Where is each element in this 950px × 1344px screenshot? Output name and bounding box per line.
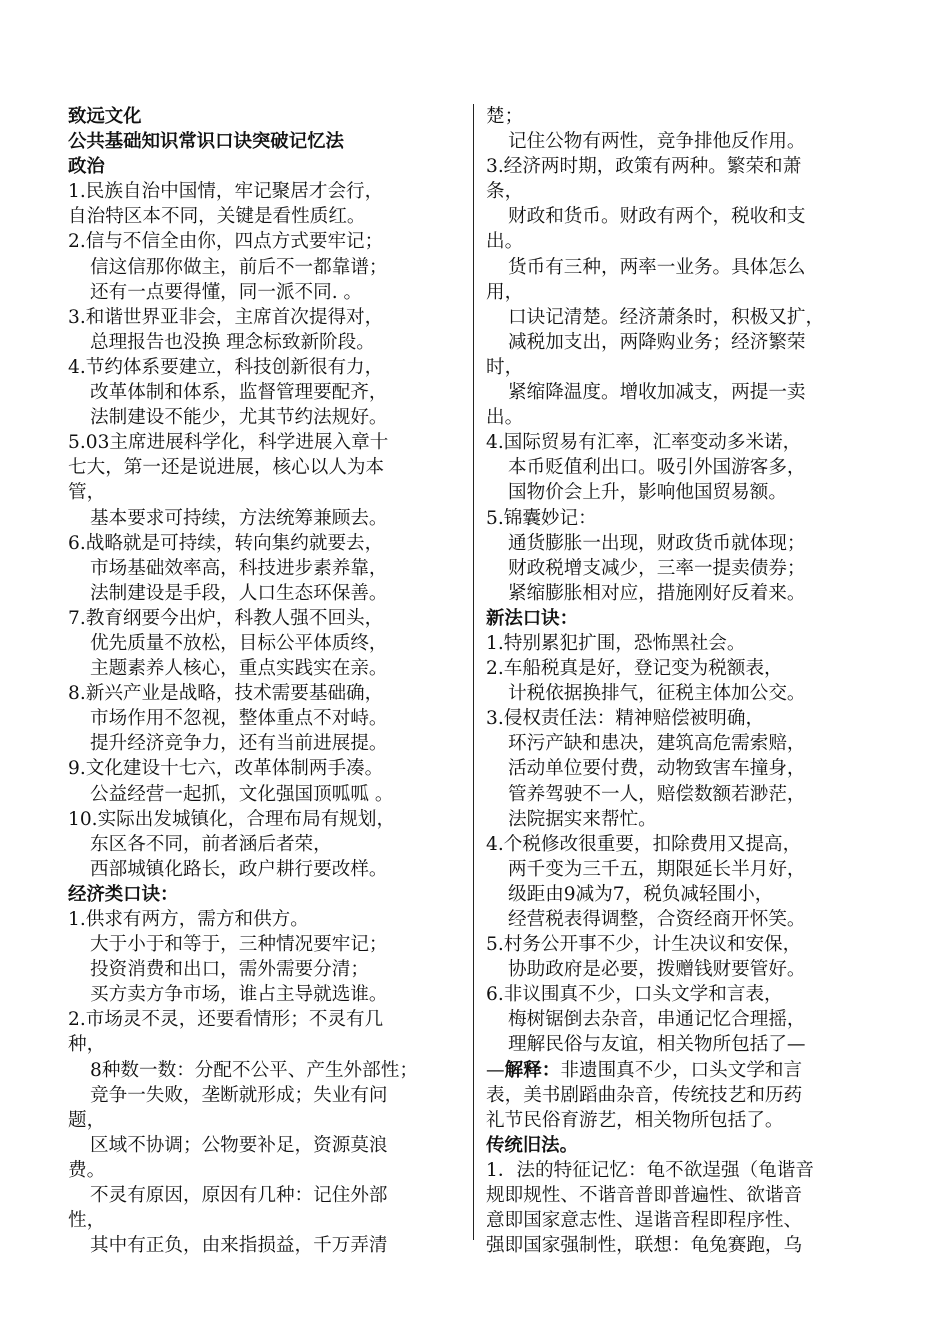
text-line: 不灵有原因，原因有几种：记住外部 — [90, 1185, 388, 1207]
text-line: 4.个税修改很重要，扣除费用又提高， — [486, 833, 802, 855]
text-line: 管， — [68, 482, 106, 504]
column-divider — [473, 104, 474, 1240]
bold-label: 解释： — [504, 1059, 561, 1081]
text-line: 3.和谐世界亚非会，主席首次提得对， — [68, 306, 384, 328]
text-line: 改革体制和体系，监督管理要配齐， — [90, 382, 388, 404]
text-line: 管养驾驶不一人，赔偿数额若渺茫， — [508, 783, 806, 805]
text-line: 减税加支出，两降购业务；经济繁荣 — [508, 331, 806, 353]
text-line: 协助政府是必要，拨赠钱财要管好。 — [508, 959, 806, 981]
text-line: 出。 — [486, 231, 524, 253]
text-line: 七大，第一还是说进展，核心以人为本 — [68, 457, 385, 479]
text-line: 8种数一数：分配不公平、产生外部性； — [90, 1059, 418, 1081]
text-line: 8.新兴产业是战略，技术需要基础确， — [68, 683, 384, 705]
text-line: 5.03主席进展科学化，科学进展入章十 — [68, 432, 389, 454]
text-line: 4.节约体系要建立，科技创新很有力， — [68, 356, 384, 378]
text-line: 规即规性、不谐音普即普遍性、欲谐音 — [486, 1185, 803, 1207]
text-line: 计税依据换排气，征税主体加公交。 — [508, 683, 806, 705]
section-heading: 政治 — [68, 156, 105, 178]
text-line: 市场作用不忽视，整体重点不对峙。 — [90, 708, 388, 730]
text-line: 环污产缺和患决，建筑高危需索赔， — [508, 733, 806, 755]
text-line: 7.教育纲要今出炉，科教人强不回头， — [68, 607, 384, 629]
text-line: 5.锦囊妙记： — [486, 507, 597, 529]
text-line: 表，美书剧蹈曲杂音，传统技艺和历药 — [486, 1084, 803, 1106]
text-line: 还有一点要得懂，同一派不同. 。 — [90, 281, 363, 303]
text-line: 1.特别累犯扩围，恐怖黑社会。 — [486, 632, 746, 654]
text-line: 出。 — [486, 407, 524, 429]
text-line: 条， — [486, 181, 524, 203]
text-line: 法制建设是手段，人口生态环保善。 — [90, 582, 388, 604]
text-line: 礼节民俗育游艺，相关物所包括了。 — [486, 1109, 784, 1131]
text-line: 基本要求可持续，方法统筹兼顾去。 — [90, 507, 388, 529]
section-heading: 公共基础知识常识口诀突破记忆法 — [68, 131, 344, 153]
line-prefix: — — [486, 1059, 505, 1081]
text-line: 3.经济两时期，政策有两种。繁荣和萧 — [486, 156, 802, 178]
text-line: 财政和货币。财政有两个，税收和支 — [508, 206, 806, 228]
text-line: 竞争一失败，垄断就形成；失业有问 — [90, 1084, 388, 1106]
text-line: 2.信与不信全由你，四点方式要牢记； — [68, 231, 384, 253]
text-line: 提升经济竞争力，还有当前进展提。 — [90, 733, 388, 755]
text-line: 用， — [486, 281, 524, 303]
text-line: 两千变为三千五，期限延长半月好， — [508, 858, 806, 880]
text-line: 货币有三种，两率一业务。具体怎么 — [508, 256, 806, 278]
section-heading: 致远文化 — [68, 106, 142, 127]
text-line: 信这信那你做主，前后不一都靠谱； — [90, 256, 388, 278]
text-line: 意即国家意志性、逞谐音程即程序性、 — [486, 1210, 803, 1232]
line-rest: 非遗围真不少，口头文学和言 — [560, 1059, 803, 1081]
text-line: 4.国际贸易有汇率，汇率变动多米诺， — [486, 432, 802, 454]
text-line: 法院据实来帮忙。 — [508, 808, 657, 830]
text-line: 3.侵权责任法：精神赔偿被明确， — [486, 708, 765, 730]
section-heading: 经济类口诀： — [68, 883, 179, 905]
left-column — [68, 104, 464, 1258]
text-line: 区域不协调；公物要补足，资源莫浪 — [90, 1134, 388, 1156]
text-line: 投资消费和出口，需外需要分清； — [90, 959, 369, 981]
text-line: 优先质量不放松，目标公平体质终， — [90, 632, 388, 654]
text-line: 6.战略就是可持续，转向集约就要去， — [68, 532, 384, 554]
text-line: 财政税增支减少，三率一提卖债券； — [508, 557, 806, 579]
text-line: 买方卖方争市场，谁占主导就选谁。 — [90, 984, 388, 1006]
text-line: 总理报告也没换 理念标致新阶段。 — [90, 331, 375, 353]
text-line: 楚； — [486, 106, 524, 127]
text-line: 2.车船税真是好，登记变为税额表， — [486, 658, 783, 680]
text-line: 自治特区本不同，关键是看性质红。 — [68, 206, 366, 228]
text-line: 口诀记清楚。经济萧条时，积极又扩， — [508, 306, 825, 328]
text-line: 西部城镇化路长，政户耕行要改样。 — [90, 858, 388, 880]
text-line: 时， — [486, 356, 524, 378]
text-line: 理解民俗与友谊，相关物所包括了— — [508, 1034, 806, 1056]
text-line: 国物价会上升，影响他国贸易额。 — [508, 482, 787, 504]
text-line: 其中有正负，由来指损益，千万弄清 — [90, 1235, 388, 1257]
text-line: 5.村务公开事不少，计生决议和安保， — [486, 934, 802, 956]
text-line: 6.非议围真不少，口头文学和言表， — [486, 984, 783, 1006]
text-line: 1.供求有两方，需方和供方。 — [68, 909, 309, 930]
text-line: 1.民族自治中国情，牢记聚居才会行， — [68, 181, 384, 203]
text-line: 法制建设不能少，尤其节约法规好。 — [90, 407, 388, 429]
text-line: 强即国家强制性，联想：龟兔赛跑，乌 — [486, 1235, 803, 1257]
text-line: 紧缩降温度。增收加减支，两提一卖 — [508, 382, 806, 404]
text-line: 种， — [68, 1034, 106, 1056]
text-line: 级距由9减为7，税负减轻围小， — [508, 883, 774, 905]
text-line: 梅树锯倒去杂音，串通记忆合理摇， — [508, 1009, 806, 1031]
text-line: 记住公物有两性，竞争排他反作用。 — [508, 131, 806, 153]
right-column — [486, 104, 882, 1258]
text-line: 2.市场灵不灵，还要看情形；不灵有几 — [68, 1009, 384, 1031]
section-heading: 传统旧法。 — [486, 1134, 578, 1156]
text-line: 通货膨胀一出现，财政货币就体现； — [508, 532, 806, 554]
text-line: 性， — [68, 1210, 106, 1232]
text-line: 主题素养人核心，重点实践实在亲。 — [90, 658, 388, 680]
section-heading: 新法口诀： — [486, 607, 578, 629]
text-line — [486, 1058, 882, 1083]
text-line: 经营税表得调整，合资经商开怀笑。 — [508, 909, 806, 930]
text-line: 9.文化建设十七六，改革体制两手凑。 — [68, 758, 384, 780]
text-line: 题， — [68, 1109, 106, 1131]
text-line: 东区各不同，前者涵后者荣， — [90, 833, 332, 855]
text-line: 1．法的特征记忆：龟不欲逞强（龟谐音 — [486, 1159, 814, 1181]
text-line: 活动单位要付费，动物致害车撞身， — [508, 758, 806, 780]
text-line: 费。 — [68, 1159, 106, 1181]
text-line: 大于小于和等于，三种情况要牢记； — [90, 934, 388, 956]
text-line: 紧缩膨胀相对应，措施刚好反着来。 — [508, 582, 806, 604]
text-line: 本币贬值利出口。吸引外国游客多， — [508, 457, 806, 479]
text-line: 10.实际出发城镇化，合理布局有规划， — [68, 808, 396, 830]
text-line: 公益经营一起抓，文化强国顶呱呱 。 — [90, 783, 394, 805]
text-line: 市场基础效率高，科技进步素养靠， — [90, 557, 388, 579]
